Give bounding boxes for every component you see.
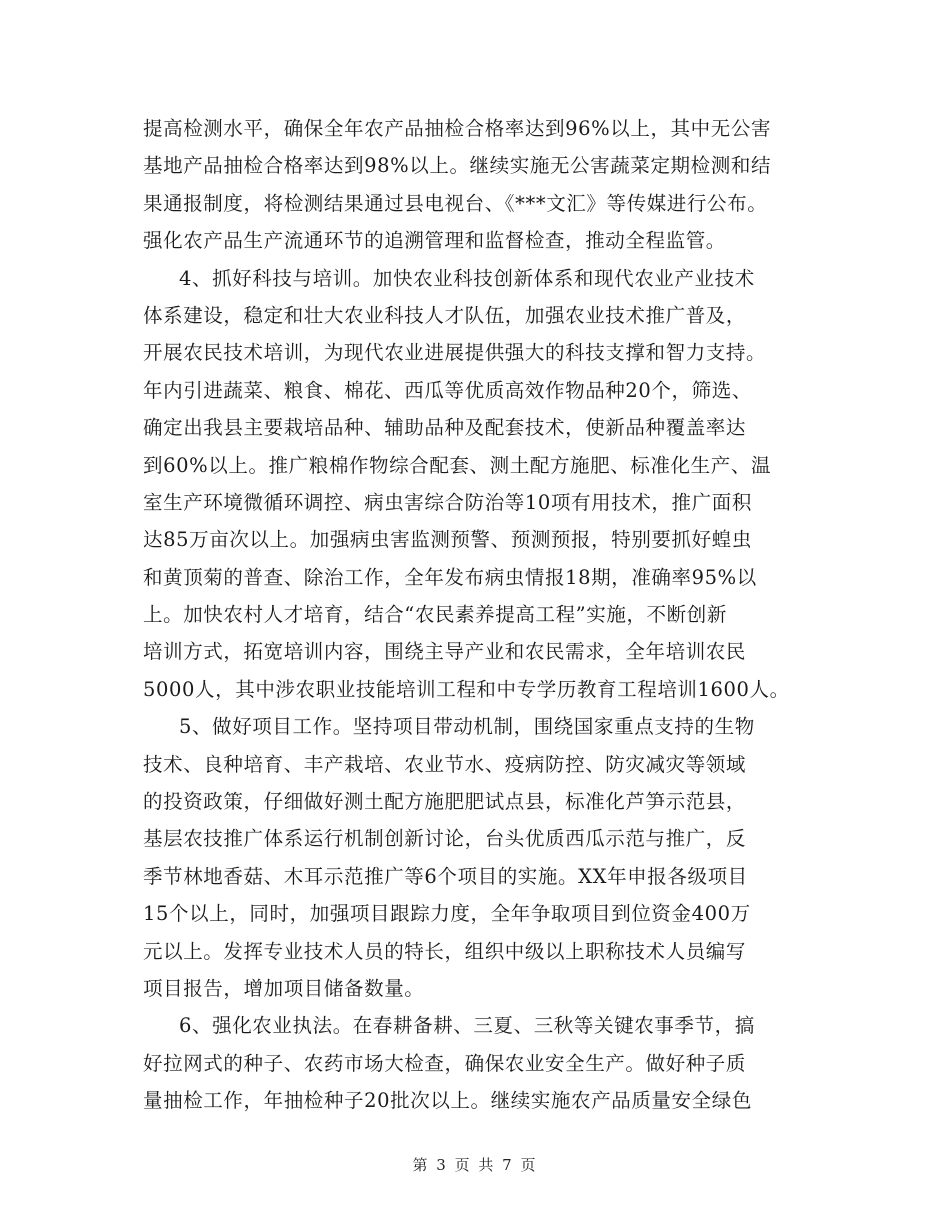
text-line: 开展农民技术培训，为现代农业进展提供强大的科技支撑和智力支持。 bbox=[143, 341, 767, 365]
text-line: 基地产品抽检合格率达到98%以上。继续实施无公害蔬菜定期检测和结 bbox=[143, 154, 772, 178]
text-line: 季节林地香菇、木耳示范推广等6个项目的实施。XX年申报各级项目 bbox=[143, 864, 748, 888]
body-text bbox=[143, 110, 823, 1120]
text-line: 确定出我县主要栽培品种、辅助品种及配套技术，使新品种覆盖率达 bbox=[143, 416, 747, 440]
text-line: 量抽检工作，年抽检种子20批次以上。继续实施农产品质量安全绿色 bbox=[143, 1089, 752, 1113]
text-line: 上。加快农村人才培育，结合“农民素养提高工程”实施，不断创新 bbox=[143, 603, 727, 627]
text-line: 4、抓好科技与培训。加快农业科技创新体系和现代农业产业技术 bbox=[179, 266, 755, 290]
text-line: 提高检测水平，确保全年农产品抽检合格率达到96%以上，其中无公害 bbox=[143, 117, 772, 140]
text-line: 体系建设，稳定和壮大农业科技人才队伍，加强农业技术推广普及， bbox=[143, 303, 747, 327]
text-line: 室生产环境微循环调控、病虫害综合防治等10项有用技术，推广面积 bbox=[143, 490, 752, 514]
text-line: 培训方式，拓宽培训内容，围绕主导产业和农民需求，全年培训农民 bbox=[143, 640, 747, 664]
page-number-footer: 第 3 页 共 7 页 bbox=[412, 1156, 538, 1174]
text-line: 和黄顶菊的普查、除治工作，全年发布病虫情报18期，准确率95%以 bbox=[143, 565, 757, 589]
text-line: 基层农技推广体系运行机制创新讨论，台头优质西瓜示范与推广，反 bbox=[143, 827, 747, 851]
text-line: 元以上。发挥专业技术人员的特长，组织中级以上职称技术人员编写 bbox=[143, 939, 747, 963]
text-line: 好拉网式的种子、农药市场大检查，确保农业安全生产。做好种子质 bbox=[143, 1051, 747, 1075]
text-line: 项目报告，增加项目储备数量。 bbox=[143, 976, 425, 1000]
text-line: 5、做好项目工作。坚持项目带动机制，围绕国家重点支持的生物 bbox=[179, 715, 755, 739]
text-line: 6、强化农业执法。在春耕备耕、三夏、三秋等关键农事季节，搞 bbox=[179, 1014, 755, 1038]
text-line: 的投资政策，仔细做好测土配方施肥肥试点县，标准化芦笋示范县， bbox=[143, 790, 747, 814]
text-line: 年内引进蔬菜、粮食、棉花、西瓜等优质高效作物品种20个，筛选、 bbox=[143, 378, 752, 402]
text-line: 技术、良种培育、丰产栽培、农业节水、疫病防控、防灾减灾等领域 bbox=[143, 752, 747, 776]
text-line: 5000人，其中涉农职业技能培训工程和中专学历教育工程培训1600人。 bbox=[143, 677, 790, 701]
text-line: 到60%以上。推广粮棉作物综合配套、测土配方施肥、标准化生产、温 bbox=[143, 453, 772, 477]
text-line: 达85万亩次以上。加强病虫害监测预警、预测预报，特别要抓好蝗虫 bbox=[143, 528, 752, 552]
text-line: 15个以上，同时，加强项目跟踪力度，全年争取项目到位资金400万 bbox=[143, 902, 751, 926]
text-line: 果通报制度，将检测结果通过县电视台、《***文汇》等传媒进行公布。 bbox=[143, 191, 768, 215]
text-line: 强化农产品生产流通环节的追溯管理和监督检查，推动全程监管。 bbox=[143, 229, 726, 253]
